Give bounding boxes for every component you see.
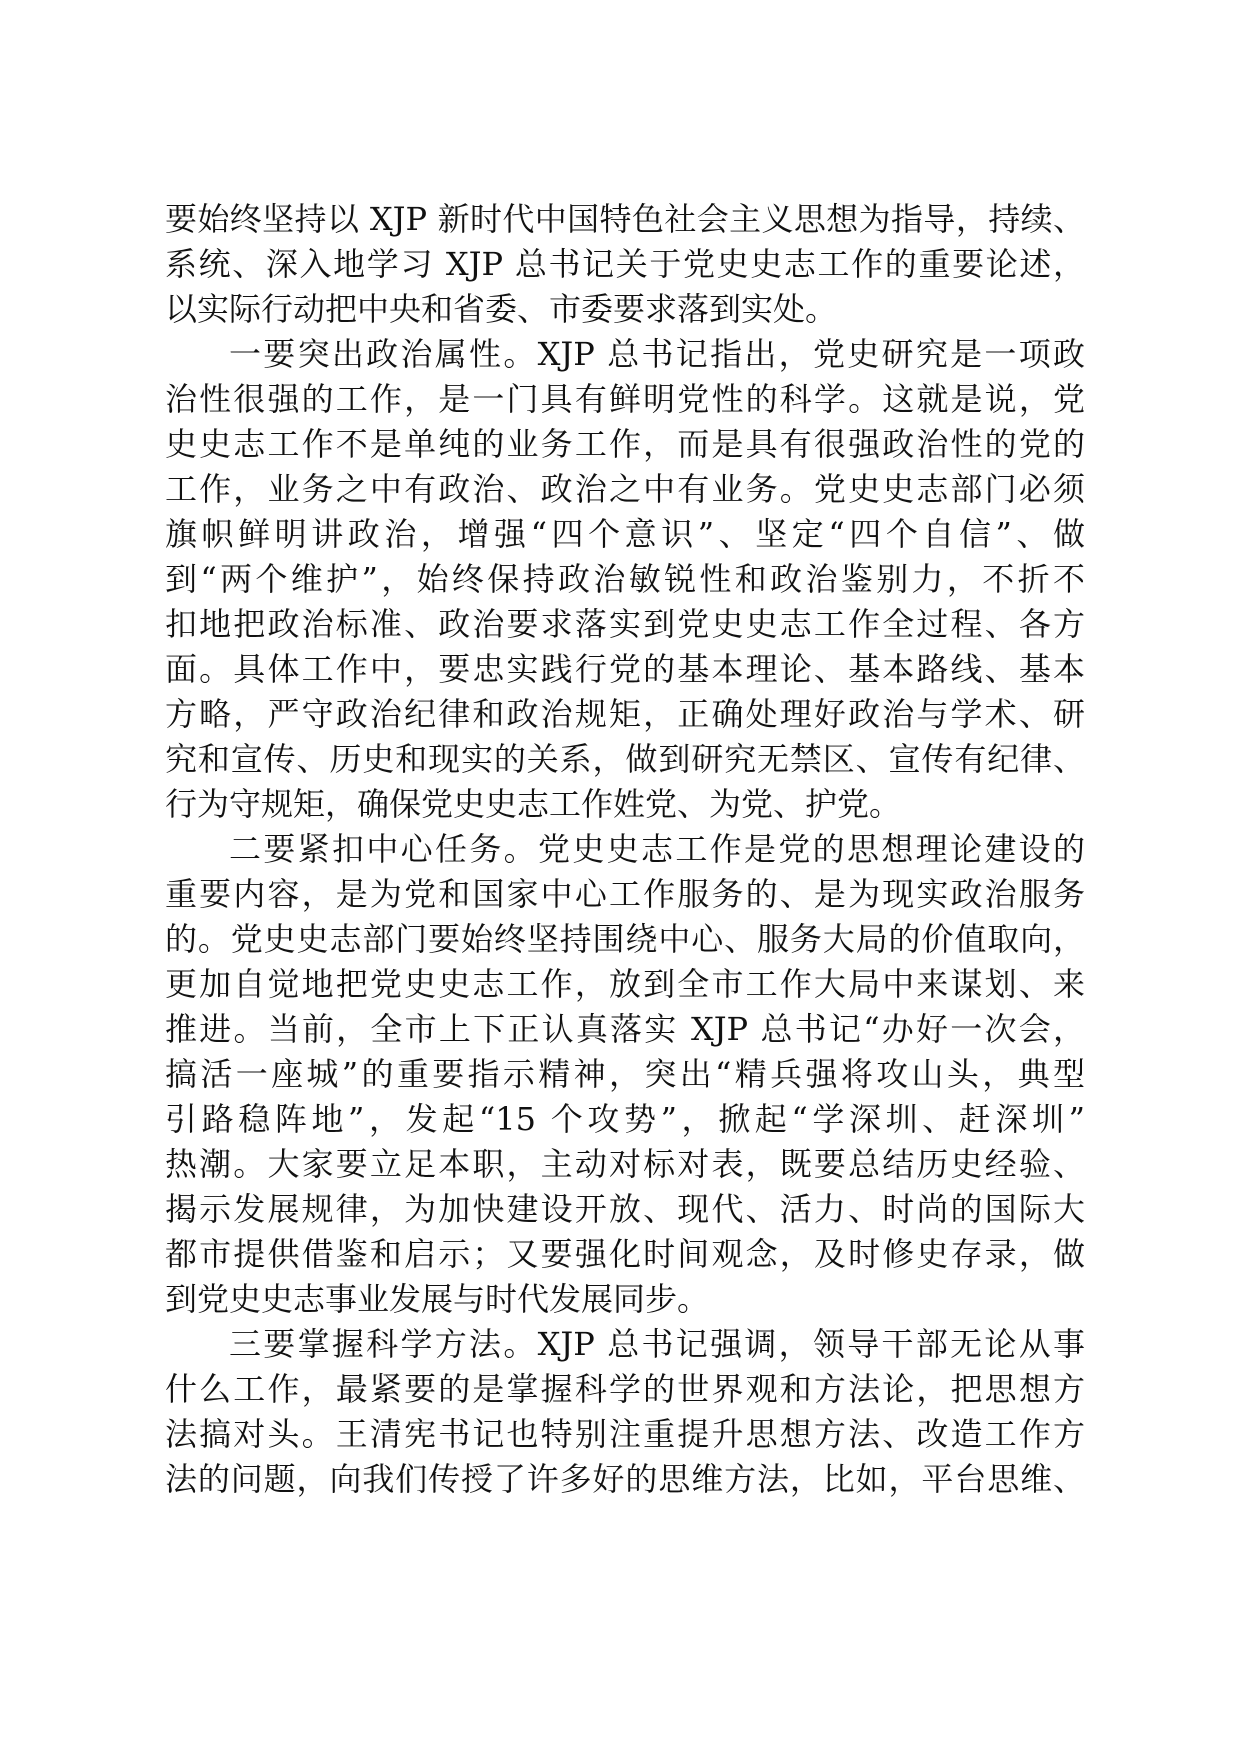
- text-line: 推进。当前，全市上下正认真落实 XJP 总书记“办好一次会，: [165, 1010, 1085, 1048]
- text-line: 都市提供借鉴和启示；又要强化时间观念，及时修史存录，做: [165, 1235, 1085, 1273]
- paragraph-first-line: 一要突出政治属性。XJP 总书记指出，党史研究是一项政: [229, 335, 1085, 373]
- text-line: 到党史史志事业发展与时代发展同步。: [165, 1280, 710, 1318]
- text-line: 热潮。大家要立足本职，主动对标对表，既要总结历史经验、: [165, 1145, 1085, 1183]
- text-line: 的。党史史志部门要始终坚持围绕中心、服务大局的价值取向，: [165, 920, 1085, 958]
- text-line: 面。具体工作中，要忠实践行党的基本理论、基本路线、基本: [165, 650, 1085, 688]
- text-line: 方略，严守政治纪律和政治规矩，正确处理好政治与学术、研: [165, 695, 1085, 733]
- text-line: 法的问题，向我们传授了许多好的思维方法，比如，平台思维、: [165, 1460, 1085, 1498]
- text-line: 引路稳阵地”，发起“15 个攻势”，掀起“学深圳、赶深圳”: [165, 1100, 1085, 1138]
- paragraph-first-line: 二要紧扣中心任务。党史史志工作是党的思想理论建设的: [229, 830, 1085, 868]
- text-line: 史史志工作不是单纯的业务工作，而是具有很强政治性的党的: [165, 425, 1085, 463]
- text-line: 行为守规矩，确保党史史志工作姓党、为党、护党。: [165, 785, 902, 823]
- text-line: 重要内容，是为党和国家中心工作服务的、是为现实政治服务: [165, 875, 1085, 913]
- text-line: 到“两个维护”，始终保持政治敏锐性和政治鉴别力，不折不: [165, 560, 1085, 598]
- text-line: 究和宣传、历史和现实的关系，做到研究无禁区、宣传有纪律、: [165, 740, 1085, 778]
- text-line: 什么工作，最紧要的是掌握科学的世界观和方法论，把思想方: [165, 1370, 1085, 1408]
- text-line: 系统、深入地学习 XJP 总书记关于党史史志工作的重要论述，: [165, 245, 1085, 283]
- text-line: 搞活一座城”的重要指示精神，突出“精兵强将攻山头，典型: [165, 1055, 1085, 1093]
- text-line: 工作，业务之中有政治、政治之中有业务。党史史志部门必须: [165, 470, 1085, 508]
- paragraph-first-line: 三要掌握科学方法。XJP 总书记强调，领导干部无论从事: [229, 1325, 1085, 1363]
- text-line: 扣地把政治标准、政治要求落实到党史史志工作全过程、各方: [165, 605, 1085, 643]
- document-body: [165, 197, 1085, 1502]
- text-line: 揭示发展规律，为加快建设开放、现代、活力、时尚的国际大: [165, 1190, 1085, 1228]
- text-line: 旗帜鲜明讲政治，增强“四个意识”、坚定“四个自信”、做: [165, 515, 1085, 553]
- text-line: 治性很强的工作，是一门具有鲜明党性的科学。这就是说，党: [165, 380, 1085, 418]
- text-line: 更加自觉地把党史史志工作，放到全市工作大局中来谋划、来: [165, 965, 1085, 1003]
- text-line: 法搞对头。王清宪书记也特别注重提升思想方法、改造工作方: [165, 1415, 1085, 1453]
- text-line: 要始终坚持以 XJP 新时代中国特色社会主义思想为指导，持续、: [165, 200, 1085, 238]
- text-line: 以实际行动把中央和省委、市委要求落到实处。: [165, 290, 838, 328]
